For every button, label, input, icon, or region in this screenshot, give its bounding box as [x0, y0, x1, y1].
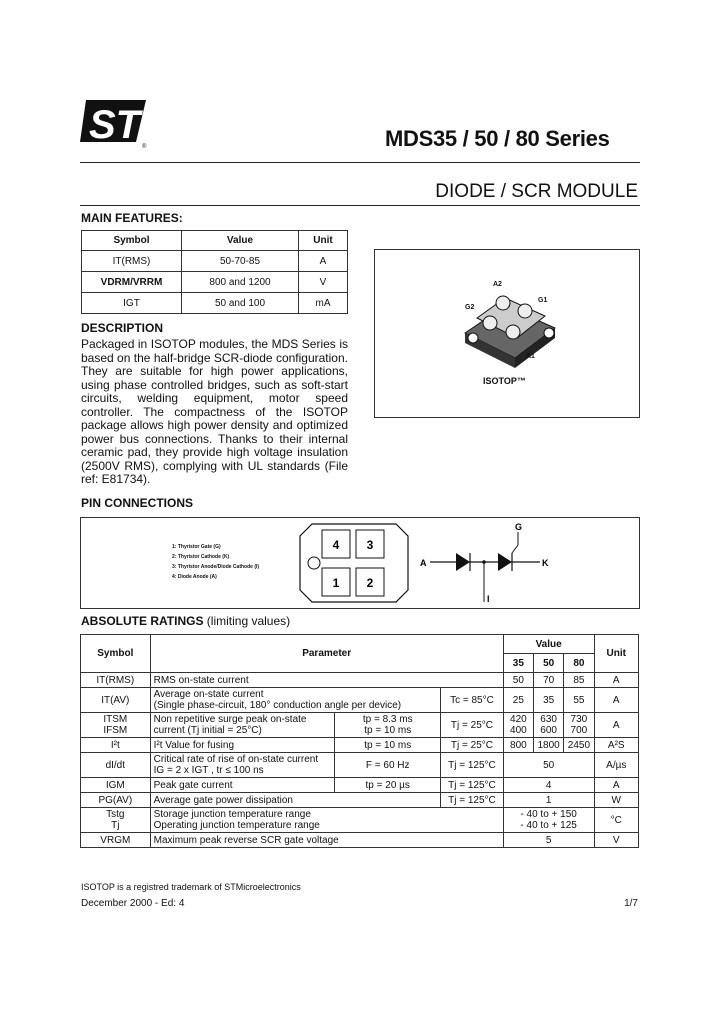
param-line: Operating junction temperature range — [153, 820, 320, 831]
pad-number: 3 — [366, 538, 374, 552]
col-35: 35 — [503, 654, 533, 673]
label-a: A — [420, 558, 427, 568]
tp-cell: tp = 20 µs — [335, 778, 441, 793]
label-g: G — [515, 522, 523, 532]
page-subtitle: DIODE / SCR MODULE — [435, 181, 638, 202]
table-row — [81, 778, 639, 793]
col-parameter: Parameter — [150, 635, 503, 673]
tp-line: tp = 8.3 ms — [362, 714, 413, 725]
condition-cell: Tc = 85°C — [441, 688, 504, 713]
symbol-line: ITSM — [103, 714, 128, 725]
pin-connections-heading: PIN CONNECTIONS — [81, 496, 194, 510]
param-cell: Average gate power dissipation — [150, 793, 441, 808]
param-cell: Maximum peak reverse SCR gate voltage — [150, 833, 503, 848]
ratings-note: (limiting values) — [206, 614, 291, 628]
value-cell: 800 — [503, 738, 533, 753]
ratings-title: ABSOLUTE RATINGS — [81, 614, 204, 628]
symbol-cell: IT(RMS) — [82, 251, 182, 272]
param-cell: RMS on-state current — [150, 673, 503, 688]
value-cell: 50-70-85 — [182, 251, 299, 272]
value-cell: 55 — [564, 688, 594, 713]
table-header-row — [82, 231, 348, 251]
tp-cell: tp = 10 ms — [335, 738, 441, 753]
main-features-table — [81, 230, 348, 314]
tp-cell — [335, 713, 441, 738]
value-cell: 25 — [503, 688, 533, 713]
svg-text:®: ® — [142, 144, 147, 150]
symbol-cell: PG(AV) — [81, 793, 151, 808]
pin-list-item: 4: Diode Anode (A) — [172, 574, 217, 580]
unit-cell: V — [594, 833, 638, 848]
col-value: Value — [182, 231, 299, 251]
table-header-row — [81, 635, 639, 654]
param-line: Average on-state current — [153, 689, 264, 700]
pad-number: 4 — [332, 538, 340, 552]
description-text: Packaged in ISOTOP modules, the MDS Series is based on the half-bridge SCR-diode configuration. They are suitable for high power applications, using phase controlled bridges, such as soft-start circuits, welding equipment, motor speed controller. The compactness of the ISOTOP package allows high power density and optimized power bus connections. Thanks to their internal ceramic pad, they provide high voltage insulation (2500V RMS), complying with UL standards (File ref: E81734). — [81, 337, 348, 486]
value-line: 630 — [540, 714, 557, 725]
value-cell — [534, 713, 564, 738]
label-i: I — [487, 594, 490, 604]
col-unit: Unit — [299, 231, 348, 251]
symbol-cell: VDRM/VRRM — [82, 272, 182, 293]
circuit-schematic — [418, 520, 553, 606]
param-cell — [150, 713, 335, 738]
value-cell: 800 and 1200 — [182, 272, 299, 293]
symbol-cell: VRGM — [81, 833, 151, 848]
param-line: Non repetitive surge peak on-state — [153, 714, 307, 725]
unit-cell: A/µs — [594, 753, 638, 778]
condition-cell: Tj = 125°C — [441, 753, 504, 778]
param-line: Storage junction temperature range — [153, 809, 311, 820]
module-top-view-icon — [298, 522, 410, 604]
value-line: 400 — [510, 725, 527, 736]
value-line: - 40 to + 150 — [520, 809, 577, 820]
unit-cell: A — [594, 713, 638, 738]
value-cell: 35 — [534, 688, 564, 713]
col-symbol: Symbol — [82, 231, 182, 251]
pin-list-item: 2: Thyristor Cathode (K) — [172, 554, 230, 560]
table-row — [82, 251, 348, 272]
symbol-cell: I²t — [81, 738, 151, 753]
table-row — [81, 793, 639, 808]
symbol-line: Tj — [111, 820, 120, 831]
param-cell: I²t Value for fusing — [150, 738, 335, 753]
label-k: K — [542, 558, 549, 568]
condition-cell: Tj = 125°C — [441, 778, 504, 793]
unit-cell: A — [594, 778, 638, 793]
symbol-cell: IGM — [81, 778, 151, 793]
condition-cell: Tj = 125°C — [441, 793, 504, 808]
condition-cell: Tj = 25°C — [441, 713, 504, 738]
symbol-cell — [81, 808, 151, 833]
value-cell — [503, 808, 594, 833]
value-cell: 1800 — [534, 738, 564, 753]
subtitle-rule — [80, 205, 640, 206]
tp-line: tp = 10 ms — [364, 725, 412, 736]
symbol-cell: IT(RMS) — [81, 673, 151, 688]
condition-cell: Tj = 25°C — [441, 738, 504, 753]
value-cell: 4 — [503, 778, 594, 793]
unit-cell: A — [594, 688, 638, 713]
value-cell: 2450 — [564, 738, 594, 753]
page-title: MDS35 / 50 / 80 Series — [385, 126, 610, 151]
col-50: 50 — [534, 654, 564, 673]
col-unit: Unit — [594, 635, 638, 673]
col-value: Value — [503, 635, 594, 654]
pin-list-item: 3: Thyristor Anode/Diode Cathode (I) — [172, 564, 260, 570]
unit-cell: A²S — [594, 738, 638, 753]
table-row — [81, 753, 639, 778]
value-cell — [503, 713, 533, 738]
table-row — [81, 713, 639, 738]
table-row — [81, 808, 639, 833]
pin-label-g2: G2 — [465, 304, 475, 311]
symbol-line: Tstg — [106, 809, 125, 820]
ratings-table — [80, 634, 639, 848]
unit-cell: V — [299, 272, 348, 293]
value-line: 420 — [510, 714, 527, 725]
symbol-cell: dI/dt — [81, 753, 151, 778]
value-cell: 50 — [503, 753, 594, 778]
pin-list-item: 1: Thyristor Gate (G) — [172, 544, 221, 550]
unit-cell: mA — [299, 293, 348, 314]
unit-cell: °C — [594, 808, 638, 833]
pad-number: 2 — [366, 576, 374, 590]
package-label: ISOTOP™ — [483, 376, 526, 386]
param-line: Critical rate of rise of on-state current — [153, 754, 319, 765]
table-row — [81, 688, 639, 713]
table-row — [81, 833, 639, 848]
unit-cell: W — [594, 793, 638, 808]
pin-list — [172, 542, 259, 582]
pad-number: 1 — [332, 576, 340, 590]
value-cell: 50 — [503, 673, 533, 688]
value-cell: 85 — [564, 673, 594, 688]
st-logo — [80, 98, 152, 150]
pin-label-a2: A2 — [493, 281, 502, 288]
value-line: 700 — [570, 725, 588, 736]
param-cell — [150, 808, 503, 833]
page-number: 1/7 — [624, 898, 638, 909]
param-line: (Single phase-circuit, 180° conduction angle per device) — [153, 700, 402, 711]
footer-date: December 2000 - Ed: 4 — [81, 898, 185, 909]
value-cell: 70 — [534, 673, 564, 688]
value-line: 600 — [540, 725, 557, 736]
value-line: 730 — [570, 714, 588, 725]
table-row — [82, 272, 348, 293]
unit-cell: A — [594, 673, 638, 688]
main-features-heading: MAIN FEATURES: — [81, 211, 183, 225]
col-80: 80 — [564, 654, 594, 673]
symbol-line: IFSM — [103, 725, 128, 736]
table-row — [81, 673, 639, 688]
isotop-package-icon — [455, 278, 565, 373]
tp-cell: F = 60 Hz — [335, 753, 441, 778]
unit-cell: A — [299, 251, 348, 272]
value-cell: 5 — [503, 833, 594, 848]
pin-label-a1: A1 — [526, 353, 535, 360]
table-row — [81, 738, 639, 753]
param-line: current (Tj initial = 25°C) — [153, 725, 262, 736]
package-figure — [374, 249, 640, 418]
symbol-cell: IGT — [82, 293, 182, 314]
ratings-heading — [81, 614, 290, 628]
table-row — [82, 293, 348, 314]
col-symbol: Symbol — [81, 635, 151, 673]
param-line: IG = 2 x IGT , tr ≤ 100 ns — [153, 765, 264, 776]
symbol-cell — [81, 713, 151, 738]
svg-text:ST: ST — [89, 103, 141, 147]
pin-label-g1: G1 — [538, 297, 548, 304]
value-cell: 50 and 100 — [182, 293, 299, 314]
value-cell: 1 — [503, 793, 594, 808]
param-cell — [150, 688, 441, 713]
param-cell — [150, 753, 335, 778]
value-cell — [564, 713, 594, 738]
description-heading: DESCRIPTION — [81, 321, 164, 335]
value-line: - 40 to + 125 — [520, 820, 577, 831]
param-cell: Peak gate current — [150, 778, 335, 793]
trademark-note: ISOTOP is a registred trademark of STMicroelectronics — [81, 882, 301, 892]
header-rule — [80, 162, 640, 163]
symbol-cell: IT(AV) — [81, 688, 151, 713]
